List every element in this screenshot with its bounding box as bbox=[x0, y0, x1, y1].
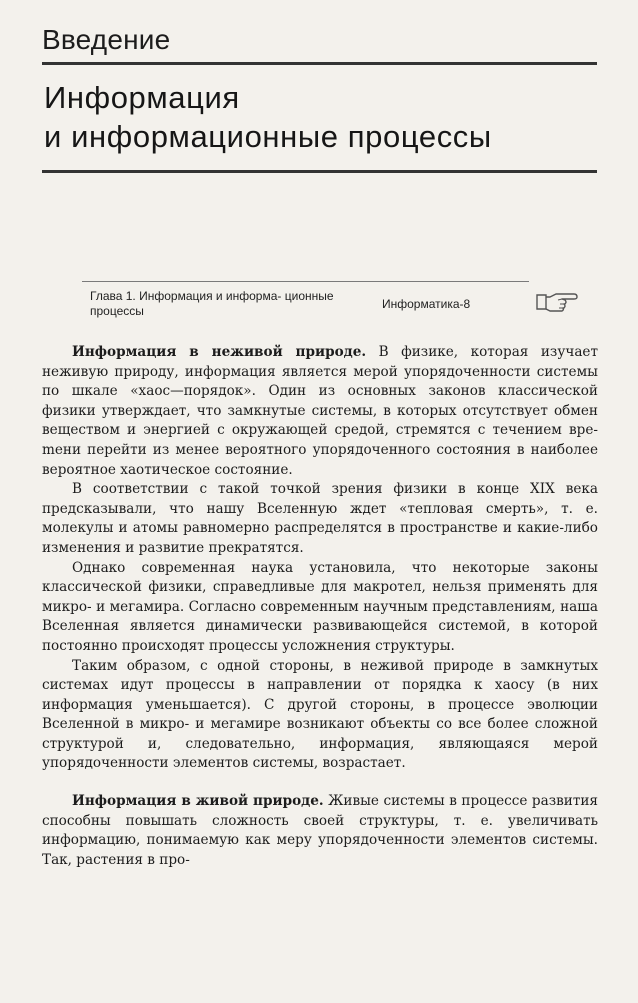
running-head-rule bbox=[82, 281, 529, 282]
pointing-hand-icon bbox=[534, 289, 578, 315]
chapter-title-line-2: и информационные процессы bbox=[44, 119, 492, 154]
paragraph-living-nature bbox=[42, 792, 598, 870]
paragraph-text: В физике, которая изучает неживую природу, информация является мерой упорядоченности системы по шкале «хаос—порядок». Один из основных законов классической физики утверждает, что замкнутые системы, в которых отсутствует обмен веществом и энергией с окружающей средой, стремятся с течением вреmени перейти из менее вероятного упорядоченного состояния в наиболее вероятное хаотическое состояние. bbox=[42, 344, 598, 478]
chapter-title bbox=[44, 78, 600, 156]
paragraph-text: Живые системы в процессе развития способны повышать сложность своей структуры, т. е. увеличивать информацию, понимаемую как меру упорядоченности элементов системы. Так, растения в про- bbox=[42, 793, 598, 868]
paragraph-modern-science: Однако современная наука установила, что некоторые законы классической физики, справедливые для макротел, нельзя применять для микро- и мегамира. Согласно современным научным представлениям, наша Вселенная является динамически развивающейся системой, в которой постоянно происходят процессы усложнения структуры. bbox=[42, 559, 598, 654]
top-rule bbox=[42, 62, 597, 65]
running-head-book: Информатика-8 bbox=[382, 297, 471, 311]
paragraph-heading-inanimate: Информация в неживой природе. bbox=[72, 344, 367, 360]
body-text bbox=[42, 343, 598, 870]
paragraph-inanimate-nature bbox=[42, 343, 598, 480]
running-head bbox=[82, 281, 598, 327]
paragraph-heat-death: В соответствии с такой точкой зрения физики в конце XIX века предсказывали, что нашу Вселенную ждет «тепловая смерть», т. е. молекулы и атомы равномерно распределятся в пространстве и какие-либо изменения и развитие прекратятся. bbox=[42, 481, 598, 556]
paragraph-heading-living: Информация в живой природе. bbox=[72, 793, 324, 810]
chapter-rule bbox=[42, 170, 597, 173]
paragraph-conclusion: Таким образом, с одной стороны, в неживой природе в замкнутых системах идут процессы в направлении от порядка к хаосу (в них информация уменьшается). С другой стороны, в процессе эволюции Вселенной в микро- и мегамире возникают объекты со все более сложной структурой и, следовательно, информация, являющаяся мерой упорядоченности элементов системы, возрастает. bbox=[42, 657, 598, 772]
running-head-chapter: Глава 1. Информация и информа- ционные процессы bbox=[90, 289, 334, 318]
section-title: Введение bbox=[42, 24, 171, 55]
chapter-title-line-1: Информация bbox=[44, 80, 240, 115]
